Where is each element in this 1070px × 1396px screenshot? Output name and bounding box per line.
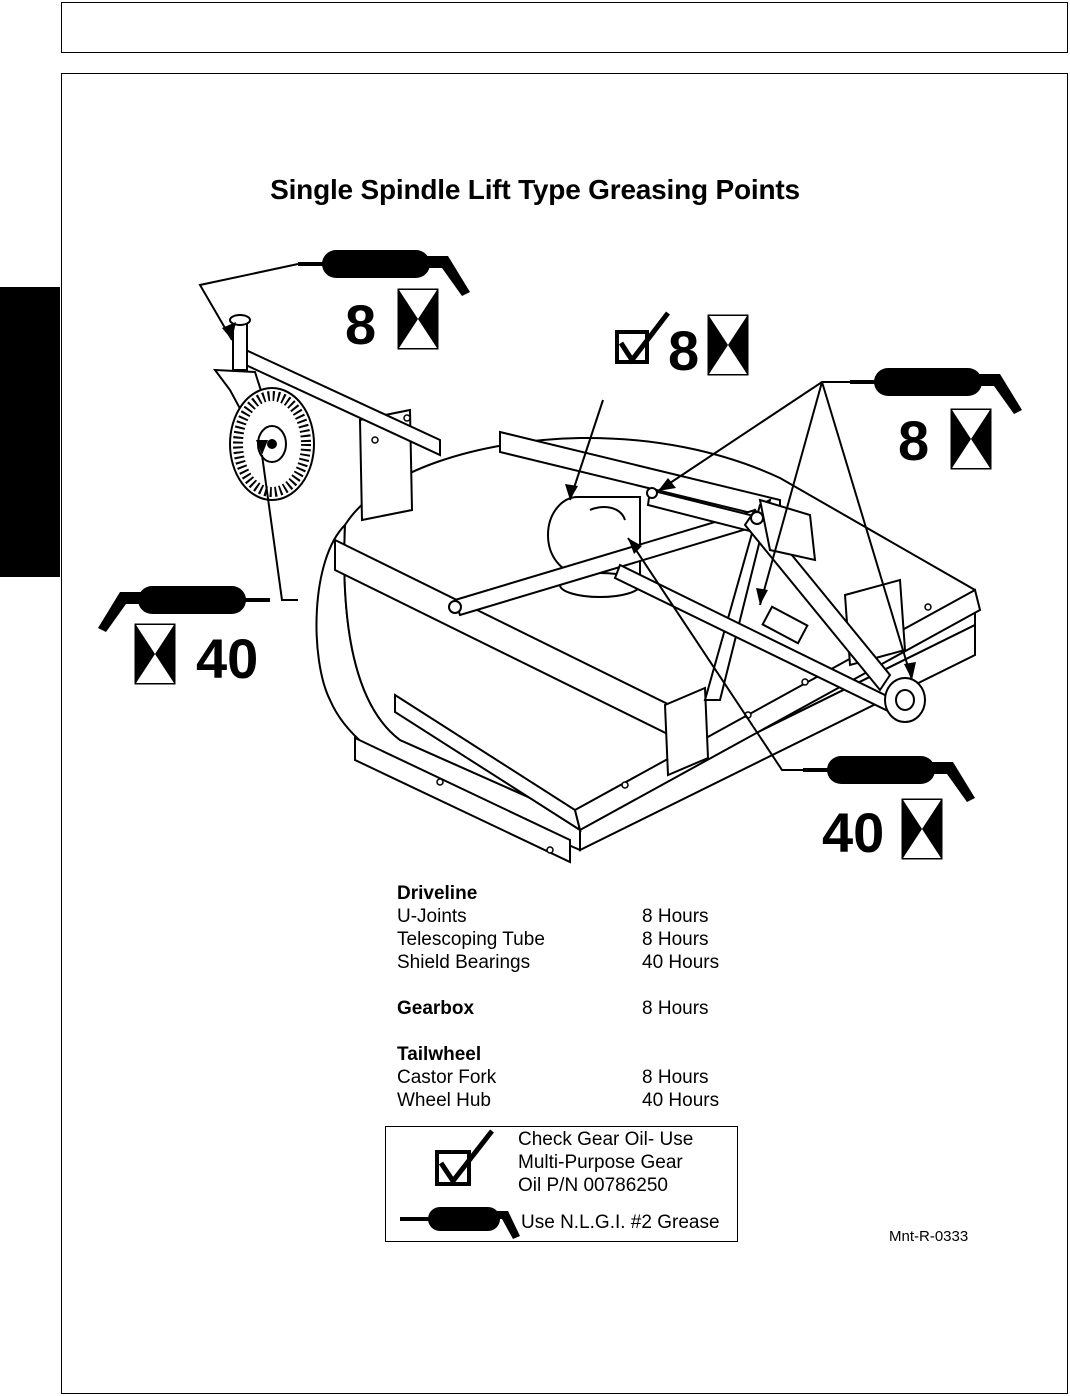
legend-grease: Use N.L.G.I. #2 Grease (521, 1212, 720, 1233)
schedule-interval: 8 Hours (642, 929, 709, 950)
grease-gun-icon (98, 586, 270, 632)
schedule-interval: 40 Hours (642, 1090, 720, 1111)
schedule-heading: Driveline (397, 883, 478, 904)
schedule-hours (642, 882, 719, 1112)
figure-code: Mnt-R-0333 (889, 1228, 969, 1245)
legend-gear-oil-line: Check Gear Oil- Use (518, 1129, 694, 1150)
diagram-title: Single Spindle Lift Type Greasing Points (270, 174, 800, 205)
hourglass-icon (136, 625, 174, 683)
grease-gun-icon (850, 368, 1022, 414)
hourglass-icon (709, 316, 747, 374)
hourglass-icon (952, 410, 990, 468)
tail-wheel (230, 388, 314, 500)
grease-gun-icon (298, 250, 470, 296)
schedule-item: Shield Bearings (397, 952, 531, 973)
callout-hours: 40 (196, 627, 259, 690)
callout-hours: 8 (345, 293, 377, 356)
schedule-interval: 8 Hours (642, 998, 709, 1019)
schedule-heading: Gearbox (397, 998, 475, 1019)
checkbox-check-icon (617, 313, 668, 362)
schedule-item: Wheel Hub (397, 1090, 491, 1111)
grease-gun-icon (803, 756, 975, 802)
schedule-heading: Tailwheel (397, 1044, 482, 1065)
legend-gear-oil (518, 1128, 693, 1197)
hourglass-icon (903, 800, 941, 858)
schedule-item: Castor Fork (397, 1067, 497, 1088)
legend-gear-oil-line: Oil P/N 00786250 (518, 1175, 668, 1196)
schedule-interval: 40 Hours (642, 952, 720, 973)
schedule-item: Telescoping Tube (397, 929, 545, 950)
hourglass-icon (399, 290, 437, 348)
callout-hours: 40 (822, 801, 885, 864)
schedule-item: U-Joints (397, 906, 467, 927)
callout-hours: 8 (668, 319, 700, 382)
schedule-labels (397, 882, 545, 1112)
callout-hours: 8 (898, 409, 930, 472)
schedule-interval: 8 Hours (642, 906, 709, 927)
schedule-interval: 8 Hours (642, 1067, 709, 1088)
legend-gear-oil-line: Multi-Purpose Gear (518, 1152, 683, 1173)
